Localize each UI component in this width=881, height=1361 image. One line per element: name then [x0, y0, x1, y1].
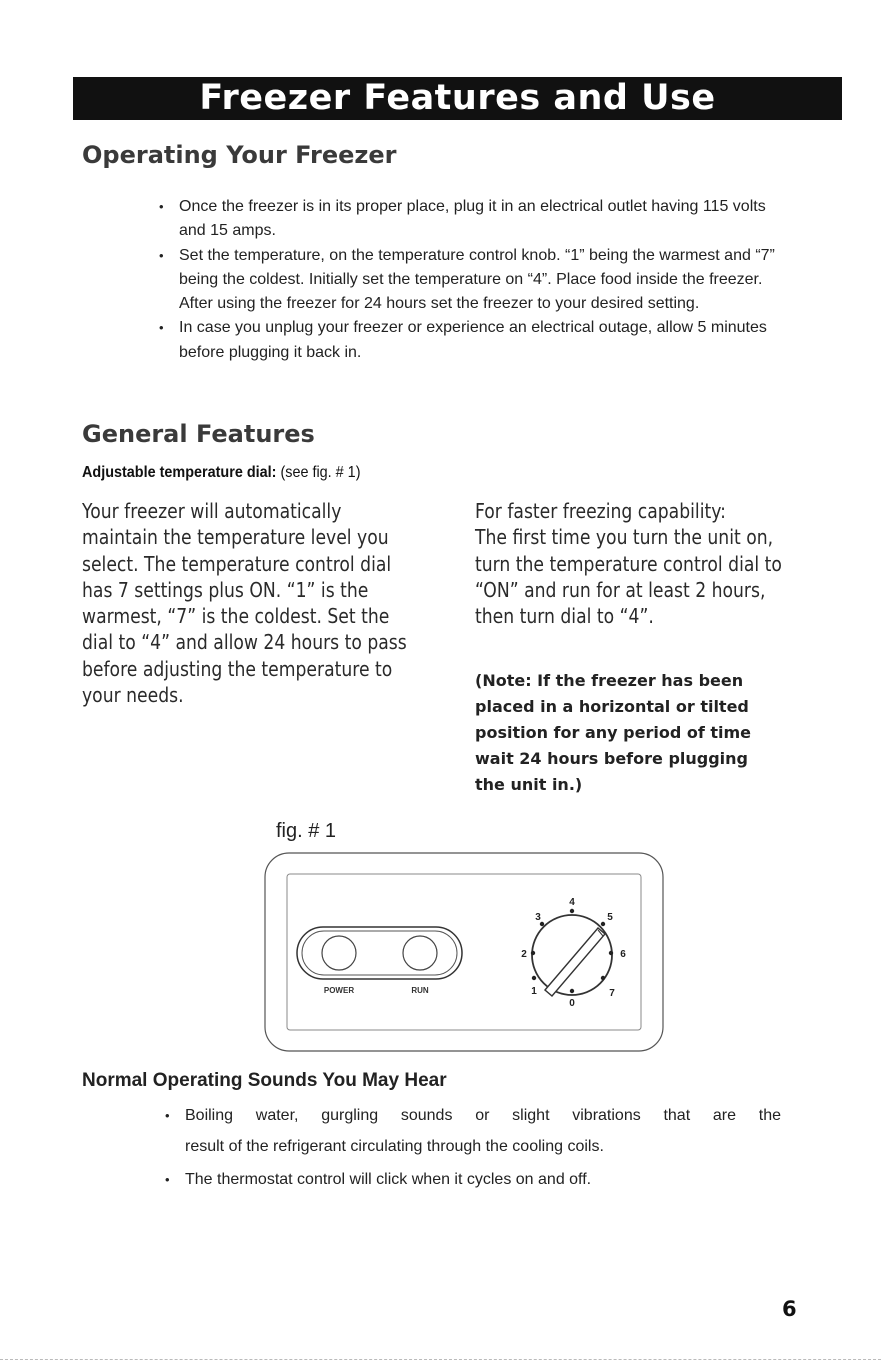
dial-number-5: 5 [607, 912, 613, 923]
run-light [403, 936, 437, 970]
dial-label-text: Adjustable temperature dial: [82, 464, 277, 481]
power-light [322, 936, 356, 970]
temperature-dial [532, 915, 612, 995]
control-panel-figure [262, 850, 666, 1054]
dial-number-6: 6 [620, 949, 626, 960]
dial-label [82, 464, 360, 482]
general-heading: General Features [82, 420, 315, 448]
fast-freeze-text: For faster freezing capability: The first time you turn the unit on, turn the temperature control dial to “ON” and run for at least 2 hours, then turn dial to “4”. [475, 499, 782, 629]
sounds-bullet-list [161, 1100, 781, 1195]
dial-dot-4 [570, 909, 574, 913]
run-label: RUN [411, 986, 429, 995]
power-label: POWER [323, 986, 355, 995]
list-item: • Once the freezer is in its proper place, plug it in an electrical outlet having 115 volts and 15 amps. [155, 195, 795, 244]
sounds-heading: Normal Operating Sounds You May Hear [82, 1070, 447, 1091]
sounds-bullet-line: result of the refrigerant circulating through the cooling coils. [185, 1138, 604, 1155]
dial-dot-7 [601, 976, 605, 980]
operating-bullet-list [155, 195, 795, 365]
dial-description: Your freezer will automatically maintain the temperature level you select. The temperature control dial has 7 settings plus ON. “1” is the warmest, “7” is the coldest. Set the dial to “4” and allow 24 hours to pass before adjusting the temperature to your needs. [82, 499, 407, 708]
dial-number-3: 3 [535, 912, 541, 923]
dial-number-2: 2 [521, 949, 527, 960]
dial-dot-0 [570, 989, 574, 993]
dial-dot-1 [532, 976, 536, 980]
dial-figure-ref: (see fig. # 1) [280, 464, 361, 481]
figure-caption: fig. # 1 [276, 820, 337, 842]
operating-heading: Operating Your Freezer [82, 141, 397, 169]
dial-number-0: 0 [569, 998, 575, 1009]
page-banner-title: Freezer Features and Use [73, 77, 842, 120]
page-number: 6 [782, 1297, 797, 1321]
dial-number-7: 7 [609, 988, 615, 999]
dial-dot-6 [609, 951, 613, 955]
list-item: • In case you unplug your freezer or experience an electrical outage, allow 5 minutes before plugging it back in. [155, 316, 795, 365]
sounds-bullet-line: • Boiling water, gurgling sounds or slight vibrations that are the [185, 1107, 781, 1124]
dial-number-1: 1 [531, 986, 537, 997]
list-item [161, 1100, 781, 1162]
list-item: • The thermostat control will click when it cycles on and off. [161, 1164, 781, 1195]
dial-dot-5 [601, 922, 605, 926]
dial-dot-2 [531, 951, 535, 955]
dial-number-4: 4 [569, 897, 575, 908]
list-item: • Set the temperature, on the temperature control knob. “1” being the warmest and “7” being the coldest. Initially set the temperature on “4”. Place food inside the freezer. After using the freezer for 24 hours set the freezer to your desired setting. [155, 244, 795, 317]
tilt-note: (Note: If the freezer has been placed in a horizontal or tilted position for any period of time wait 24 hours before plugging the unit in.) [475, 671, 752, 794]
page-bottom-divider [0, 1359, 881, 1360]
